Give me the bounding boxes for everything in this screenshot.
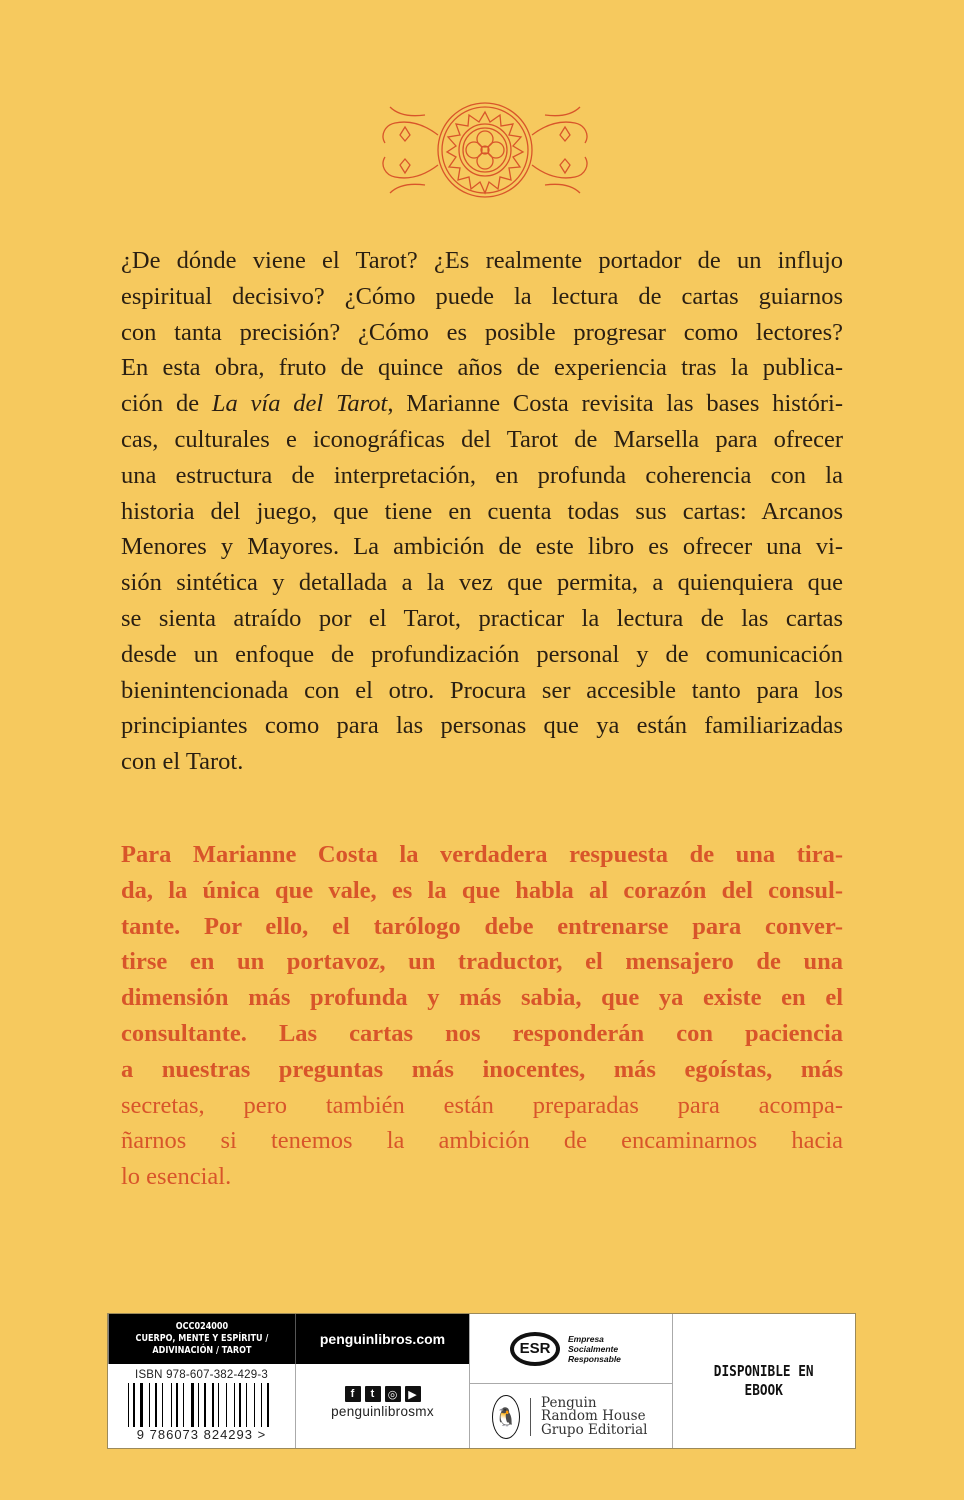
- text-line: cas, culturales e iconográficas del Tarot de Marsella para ofrecer: [121, 425, 843, 453]
- youtube-icon[interactable]: ▶: [405, 1386, 421, 1402]
- barcode: [108, 1383, 295, 1431]
- text-line: principiantes como para las personas que ya están familiarizadas: [121, 712, 843, 740]
- text-line: Menores y Mayores. La ambición de este libro es ofrecer una vi-: [121, 533, 843, 561]
- text-line: bienintencionada con el otro. Procura ser accesible tanto para los: [121, 676, 843, 704]
- facebook-icon[interactable]: f: [345, 1386, 361, 1402]
- instagram-icon[interactable]: ◎: [385, 1386, 401, 1402]
- text-line: una estructura de interpretación, en profunda coherencia con la: [121, 461, 843, 489]
- category-code: OCC024000: [175, 1321, 228, 1332]
- text-line: con el Tarot.: [121, 748, 244, 776]
- category-bar: [108, 1314, 295, 1364]
- publisher-name: Penguin Random House Grupo Editorial: [541, 1394, 648, 1438]
- highlight-quote: [121, 837, 843, 1195]
- category-line: ADIVINACIÓN / TAROT: [151, 1345, 252, 1356]
- esr-badge: [470, 1314, 672, 1384]
- text-line: En esta obra, fruto de quince años de experiencia tras la publica-: [121, 354, 843, 382]
- publisher-info-box: [107, 1313, 856, 1449]
- text-line: consultante. Las cartas nos responderán con paciencia: [121, 1019, 843, 1047]
- twitter-icon[interactable]: t: [365, 1386, 381, 1402]
- book-title-italic: La vía del Tarot: [211, 390, 388, 418]
- book-description: [121, 243, 843, 780]
- text-line: a nuestras preguntas más inocentes, más egoístas, más: [121, 1055, 843, 1083]
- social-icons: [296, 1386, 469, 1402]
- text-line: lo esencial.: [121, 1163, 232, 1191]
- website-link[interactable]: penguinlibros.com: [296, 1314, 469, 1364]
- text-line: secretas, pero también están preparadas para acompa-: [121, 1091, 843, 1119]
- barcode-column: [108, 1314, 296, 1448]
- text-line: desde un enfoque de profundización personal y de comunicación: [121, 640, 843, 668]
- divider: [530, 1398, 531, 1436]
- penguin-icon: 🐧: [492, 1395, 520, 1439]
- text-line: dimensión más profunda y más sabia, que ya existe en el: [121, 984, 843, 1012]
- text-line: tirse en un portavoz, un traductor, el mensajero de una: [121, 948, 843, 976]
- ebook-availability: DISPONIBLE EN EBOOK: [714, 1362, 814, 1399]
- web-column: [296, 1314, 470, 1448]
- category-line: CUERPO, MENTE Y ESPÍRITU /: [135, 1333, 268, 1344]
- ebook-column: [673, 1314, 855, 1448]
- social-handle: penguinlibrosmx: [331, 1404, 434, 1419]
- text-line: Para Marianne Costa la verdadera respuesta de una tira-: [121, 841, 843, 868]
- isbn: ISBN 978-607-382-429-3: [135, 1369, 268, 1381]
- text-line: historia del juego, que tiene en cuenta todas sus cartas: Arcanos: [121, 497, 843, 525]
- esr-logo-icon: ESR: [510, 1332, 560, 1366]
- text-line: ¿De dónde viene el Tarot? ¿Es realmente portador de un influjo: [121, 247, 843, 274]
- text-line: ñarnos si tenemos la ambición de encaminarnos hacia: [121, 1127, 843, 1155]
- text-line: ción de La vía del Tarot, Marianne Costa revisita las bases históri-: [121, 390, 844, 418]
- floral-ornament-icon: [370, 95, 600, 205]
- text-line: sión sintética y detallada a la vez que permita, a quienquiera que: [121, 569, 843, 597]
- text-line: con tanta precisión? ¿Cómo es posible progresar como lectores?: [121, 318, 843, 346]
- text-line: tante. Por ello, el tarólogo debe entrenarse para conver-: [121, 912, 843, 940]
- barcode-number: 9 786073 824293 >: [127, 1427, 277, 1442]
- text-line: se sienta atraído por el Tarot, practicar la lectura de las cartas: [121, 604, 843, 632]
- text-line: espiritual decisivo? ¿Cómo puede la lectura de cartas guiarnos: [121, 282, 843, 310]
- esr-text: Empresa Socialmente Responsable: [568, 1333, 621, 1364]
- logos-column: [470, 1314, 673, 1448]
- publisher-logo: [470, 1384, 672, 1450]
- text-line: da, la única que vale, es la que habla al corazón del consul-: [121, 876, 843, 904]
